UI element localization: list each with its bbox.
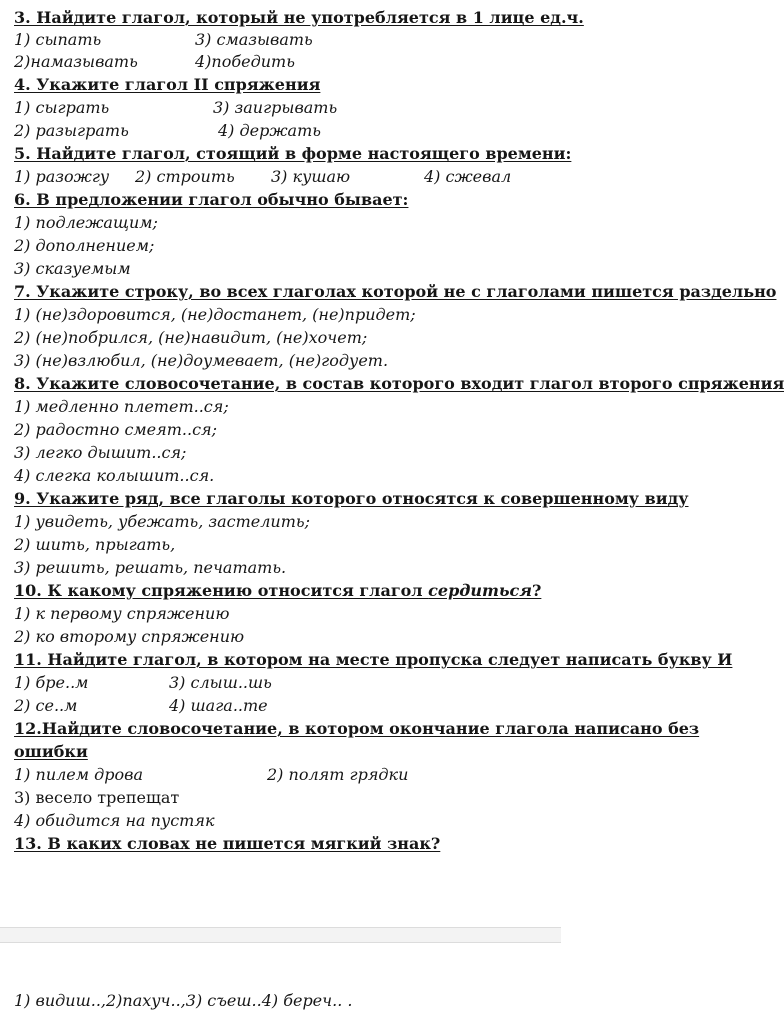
question-9-option-1: 1) увидеть, убежать, застелить; <box>14 512 310 531</box>
option: 4)победить <box>195 52 295 71</box>
question-6-option-2: 2) дополнением; <box>14 236 155 255</box>
question-10-title <box>14 580 541 602</box>
option: 4) шага..те <box>169 696 268 715</box>
question-10-verb: сердиться <box>428 581 532 600</box>
question-6-option-3: 3) сказуемым <box>14 259 131 278</box>
question-8-option-3: 3) легко дышит..ся; <box>14 443 187 462</box>
question-11-title: 11. Найдите глагол, в котором на месте пропуска следует написать букву И <box>14 650 733 669</box>
question-9-option-2: 2) шить, прыгать, <box>14 535 176 554</box>
option: 2) се..м <box>14 696 78 715</box>
question-5-title: 5. Найдите глагол, стоящий в форме настоящего времени: <box>14 144 572 163</box>
question-7-option-2: 2) (не)побрился, (не)навидит, (не)хочет; <box>14 328 368 347</box>
question-9-option-3: 3) решить, решать, печатать. <box>14 558 287 577</box>
question-13-title: 13. В каких словах не пишется мягкий знак? <box>14 834 441 853</box>
question-7-option-1: 1) (не)здоровится, (не)достанет, (не)придет; <box>14 305 416 324</box>
question-12-title-continued: ошибки <box>14 742 88 761</box>
question-10-title-text: 10. К какому спряжению относится глагол <box>14 581 429 600</box>
question-7-title: 7. Укажите строку, во всех глаголах которой не с глаголами пишется раздельно <box>14 282 777 301</box>
answer-options-line: 1) видиш..,2)пахуч..,3) съеш..4) береч.. . <box>14 991 353 1010</box>
option: 3) слыш..шь <box>169 673 272 692</box>
question-7-option-3: 3) (не)взлюбил, (не)доумевает, (не)годует. <box>14 351 389 370</box>
page-separator <box>0 927 561 943</box>
question-12-option-4: 4) обидится на пустяк <box>14 811 215 830</box>
question-6-title: 6. В предложении глагол обычно бывает: <box>14 190 409 209</box>
option: 2)намазывать <box>14 52 138 71</box>
question-10-mark: ? <box>531 581 542 600</box>
option: 3) заигрывать <box>213 98 338 117</box>
option: 2) разыграть <box>14 121 129 140</box>
option: 1) пилем дрова <box>14 765 143 784</box>
question-12-option-3: 3) весело трепещат <box>14 788 180 807</box>
question-10-option-1: 1) к первому спряжению <box>14 604 230 623</box>
question-8-title: 8. Укажите словосочетание, в состав которого входит глагол второго спряжения <box>14 374 784 393</box>
option: 1) сыпать <box>14 30 102 49</box>
question-3-title: 3. Найдите глагол, который не употребляется в 1 лице ед.ч. <box>14 8 584 27</box>
question-8-option-1: 1) медленно плетет..ся; <box>14 397 229 416</box>
question-4-title: 4. Укажите глагол II спряжения <box>14 75 321 94</box>
question-8-option-4: 4) слегка колышит..ся. <box>14 466 215 485</box>
option: 1) бре..м <box>14 673 89 692</box>
question-6-option-1: 1) подлежащим; <box>14 213 158 232</box>
question-9-title: 9. Укажите ряд, все глаголы которого относятся к совершенному виду <box>14 489 689 508</box>
option: 2) полят грядки <box>267 765 409 784</box>
option: 3) смазывать <box>195 30 313 49</box>
question-10-option-2: 2) ко второму спряжению <box>14 627 245 646</box>
question-12-title: 12.Найдите словосочетание, в котором окончание глагола написано без <box>14 719 700 738</box>
option: 1) сыграть <box>14 98 110 117</box>
option: 2) строить <box>135 167 235 186</box>
option: 1) разожгу <box>14 167 110 186</box>
option: 3) кушаю <box>271 167 351 186</box>
option: 4) держать <box>218 121 321 140</box>
option: 4) сжевал <box>424 167 512 186</box>
question-8-option-2: 2) радостно смеят..ся; <box>14 420 218 439</box>
